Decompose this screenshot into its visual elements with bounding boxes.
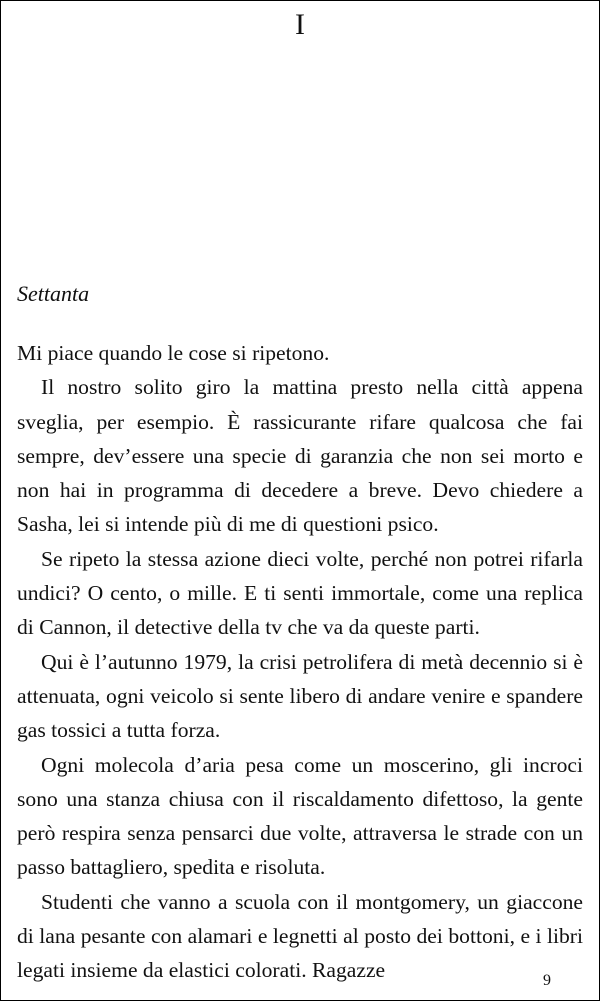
page-number: 9: [543, 972, 551, 989]
paragraph: Mi piace quando le cose si ripetono.: [17, 341, 330, 365]
part-number: I: [295, 8, 305, 41]
paragraph: Ogni molecola d’aria pesa come un moscerino, gli incroci sono una stanza chiusa con il riscaldamento difettoso, la gente però respira senza pensarci due volte, attraversa le strade con un passo battagliero, spedita e risoluta.: [17, 752, 583, 880]
body-text: [17, 336, 583, 988]
paragraph: Se ripeto la stessa azione dieci volte, perché non potrei rifarla undici? O cento, o mille. E ti senti immortale, come una replica di Cannon, il detective della tv che va da queste parti.: [17, 546, 583, 640]
chapter-title: Settanta: [17, 281, 90, 306]
paragraph: Il nostro solito giro la mattina presto nella città appena sveglia, per esempio. È rassicurante rifare qualcosa che fai sempre, dev’essere una specie di garanzia che non sei morto e non hai in programma di decedere a breve. Devo chiedere a Sasha, lei si intende più di me di questioni psico.: [17, 375, 583, 537]
paragraph: Qui è l’autunno 1979, la crisi petrolifera di metà decennio si è attenuata, ogni veicolo si sente libero di andare venire e spandere gas tossici a tutta forza.: [17, 649, 583, 743]
paragraph: Studenti che vanno a scuola con il montgomery, un giaccone di lana pesante con alamari e legnetti al posto dei bottoni, e i libri legati insieme da elastici colorati. Ragazze: [17, 889, 583, 983]
